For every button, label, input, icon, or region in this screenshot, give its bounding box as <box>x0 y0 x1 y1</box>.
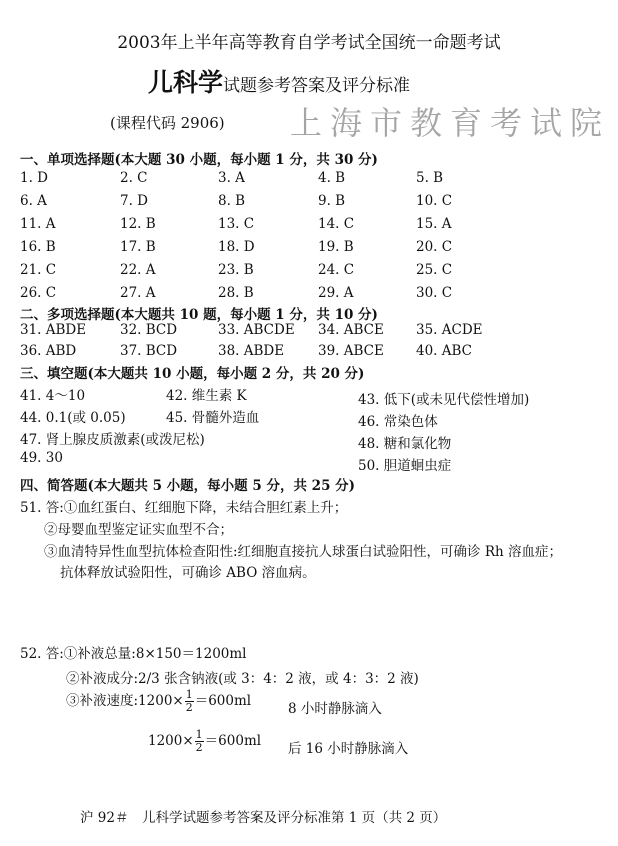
answer-item: 35. ACDE <box>416 322 483 338</box>
answer-item: 36. ABD <box>20 343 77 359</box>
answer-item: 5. B <box>416 170 444 186</box>
q51-line: ③血清特异性血型抗体检查阳性:红细胞直接抗人球蛋白试验阳性，可确诊 Rh 溶血症； <box>44 544 562 560</box>
answer-item: 8. B <box>218 193 246 209</box>
answer-item: 9. B <box>318 193 346 209</box>
fraction <box>195 729 204 754</box>
answer-item: 41. 4～10 <box>20 388 86 404</box>
answer-item: 50. 胆道蛔虫症 <box>358 458 452 474</box>
denominator: 2 <box>185 701 193 714</box>
answer-item: 28. B <box>218 285 254 301</box>
denominator: 2 <box>195 741 203 754</box>
answer-item: 42. 维生素 K <box>166 388 247 404</box>
answer-item: 46. 常染色体 <box>358 414 438 430</box>
section4-heading: 四、简答题(本大题共 5 小题，每小题 5 分，共 25 分) <box>20 478 356 494</box>
q52-line2: ②补液成分:2/3 张含钠液(或 3：4：2 液，或 4：3：2 液) <box>66 671 419 687</box>
answer-item: 4. B <box>318 170 346 186</box>
document-title <box>148 68 410 101</box>
numerator: 1 <box>185 688 193 701</box>
q52-line4 <box>148 729 261 754</box>
answer-item: 27. A <box>120 285 156 301</box>
q51-line: ②母婴血型鉴定证实血型不合； <box>44 522 233 538</box>
q51-line: 51. 答:①血红蛋白、红细胞下降，未结合胆红素上升； <box>20 500 348 516</box>
course-code: (课程代码 2906) <box>110 114 225 132</box>
q52-line4-note: 后 16 小时静脉滴入 <box>288 741 409 757</box>
answer-item: 19. B <box>318 239 354 255</box>
answer-item: 49. 30 <box>20 450 63 466</box>
q52-line3 <box>66 689 251 714</box>
answer-item: 14. C <box>318 216 355 232</box>
numerator: 1 <box>195 728 203 741</box>
expr: 1200× <box>148 733 194 749</box>
answer-item: 11. A <box>20 216 56 232</box>
fraction <box>185 689 194 714</box>
answer-item: 31. ABDE <box>20 322 87 338</box>
answer-item: 20. C <box>416 239 453 255</box>
answer-item: 13. C <box>218 216 255 232</box>
answer-item: 22. A <box>120 262 156 278</box>
answer-item: 44. 0.1(或 0.05) <box>20 410 126 426</box>
answer-item: 26. C <box>20 285 57 301</box>
section3-heading: 三、填空题(本大题共 10 小题，每小题 2 分，共 20 分) <box>20 366 365 382</box>
title-rest: 试题参考答案及评分标准 <box>223 76 411 96</box>
answer-item: 17. B <box>120 239 156 255</box>
answer-item: 38. ABDE <box>218 343 285 359</box>
answer-item: 47. 肾上腺皮质激素(或泼尼松) <box>20 432 205 448</box>
answer-item: 43. 低下(或未见代偿性增加) <box>358 392 530 408</box>
q52-line3-note: 8 小时静脉滴入 <box>288 701 382 717</box>
answer-item: 6. A <box>20 193 47 209</box>
answer-item: 48. 糖和氯化物 <box>358 436 452 452</box>
q52-line1: 52. 答:①补液总量:8×150＝1200ml <box>20 646 247 662</box>
answer-item: 45. 骨髓外造血 <box>166 410 260 426</box>
q51-line: 抗体释放试验阳性，可确诊 ABO 溶血病。 <box>60 565 316 581</box>
answer-item: 12. B <box>120 216 156 232</box>
page-footer: 沪 92＃ 儿科学试题参考答案及评分标准第 1 页（共 2 页） <box>80 810 447 826</box>
answer-item: 34. ABCE <box>318 322 384 338</box>
answer-item: 21. C <box>20 262 57 278</box>
expr: ③补液速度:1200× <box>66 693 184 709</box>
answer-item: 24. C <box>318 262 355 278</box>
answer-item: 23. B <box>218 262 254 278</box>
answer-item: 39. ABCE <box>318 343 384 359</box>
answer-item: 10. C <box>416 193 453 209</box>
answer-item: 32. BCD <box>120 322 178 338</box>
answer-item: 3. A <box>218 170 245 186</box>
answer-item: 30. C <box>416 285 453 301</box>
answer-item: 16. B <box>20 239 56 255</box>
answer-item: 37. BCD <box>120 343 178 359</box>
answer-item: 7. D <box>120 193 148 209</box>
watermark-stamp: 上海市教育考试院 <box>290 104 611 142</box>
subject-name: 儿科学 <box>148 68 224 97</box>
answer-item: 29. A <box>318 285 354 301</box>
expr: ＝600ml <box>204 733 262 749</box>
exam-title: 2003年上半年高等教育自学考试全国统一命题考试 <box>117 33 501 53</box>
answer-item: 40. ABC <box>416 343 473 359</box>
answer-item: 1. D <box>20 170 48 186</box>
answer-item: 15. A <box>416 216 452 232</box>
answer-item: 25. C <box>416 262 453 278</box>
expr: ＝600ml <box>194 693 252 709</box>
answer-item: 2. C <box>120 170 148 186</box>
answer-item: 33. ABCDE <box>218 322 295 338</box>
answer-item: 18. D <box>218 239 255 255</box>
section1-heading: 一、单项选择题(本大题 30 小题，每小题 1 分，共 30 分) <box>20 152 378 168</box>
section2-heading: 二、多项选择题(本大题共 10 题，每小题 1 分，共 10 分) <box>20 307 378 323</box>
